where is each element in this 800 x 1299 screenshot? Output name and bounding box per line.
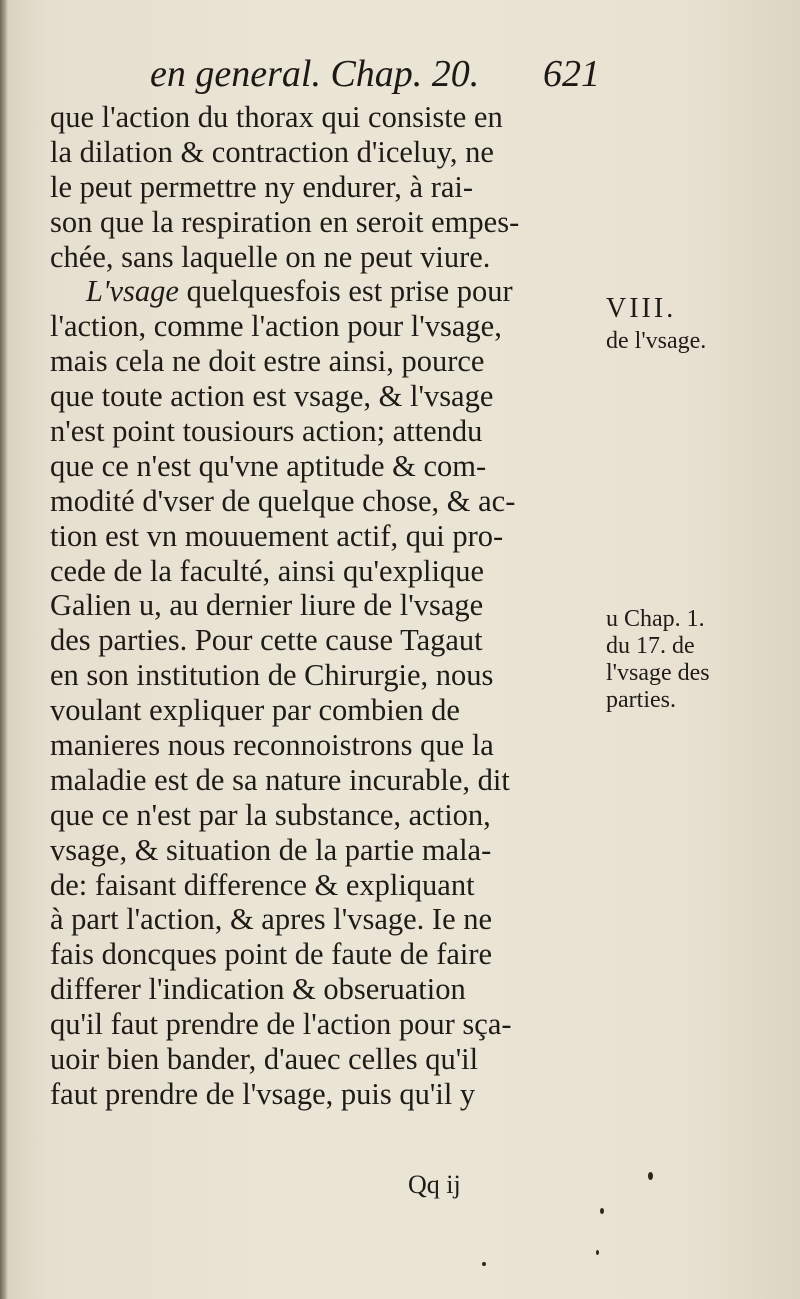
ink-speck bbox=[482, 1262, 486, 1266]
text-line: le peut permettre ny endurer, à rai- bbox=[50, 169, 474, 204]
margin-note-citation bbox=[606, 606, 796, 714]
italic-lead-word: L'vsage bbox=[86, 274, 179, 309]
running-head-title: en general. Chap. 20. bbox=[150, 53, 480, 95]
ink-speck bbox=[600, 1208, 604, 1214]
text-line: de: faisant difference & expliquant bbox=[50, 867, 475, 902]
text-line: modité d'vser de quelque chose, & ac- bbox=[50, 483, 516, 518]
text-line: qu'il faut prendre de l'action pour sça- bbox=[50, 1007, 512, 1042]
text-line: mais cela ne doit estre ainsi, pource bbox=[50, 344, 485, 379]
text-line: uoir bien bander, d'auec celles qu'il bbox=[50, 1042, 479, 1077]
citation-line: parties. bbox=[606, 687, 676, 713]
text-line: chée, sans laquelle on ne peut viure. bbox=[50, 239, 491, 274]
ink-speck bbox=[596, 1250, 599, 1255]
text-line: voulant expliquer par combien de bbox=[50, 693, 460, 728]
text-line: que toute action est vsage, & l'vsage bbox=[50, 379, 494, 414]
section-numeral: VIII. bbox=[606, 293, 677, 324]
show-through-ink bbox=[626, 355, 726, 555]
text-line: que l'action du thorax qui consiste en bbox=[50, 100, 503, 134]
text-line: differer l'indication & obseruation bbox=[50, 972, 466, 1007]
text-line-rest: quelquesfois est prise pour bbox=[186, 274, 513, 309]
text-line: faut prendre de l'vsage, puis qu'il y bbox=[50, 1076, 476, 1111]
text-line: tion est vn mouuement actif, qui pro- bbox=[50, 518, 504, 553]
text-line: n'est point tousiours action; attendu bbox=[50, 414, 483, 449]
text-line: que ce n'est qu'vne aptitude & com- bbox=[50, 448, 487, 483]
text-line: à part l'action, & apres l'vsage. Ie ne bbox=[50, 902, 493, 937]
running-head bbox=[150, 52, 600, 100]
ink-speck bbox=[648, 1172, 653, 1180]
signature-mark: Qq ij bbox=[408, 1170, 461, 1199]
citation-line: du 17. de bbox=[606, 633, 695, 659]
text-line: manieres nous reconnoistrons que la bbox=[50, 728, 494, 763]
citation-line: u Chap. 1. bbox=[606, 606, 705, 632]
body-text bbox=[50, 100, 610, 1112]
margin-note-section bbox=[606, 293, 796, 357]
text-line: cede de la faculté, ainsi qu'explique bbox=[50, 553, 484, 588]
text-line: Galien u, au dernier liure de l'vsage bbox=[50, 588, 484, 623]
text-line: son que la respiration en seroit empes- bbox=[50, 204, 520, 239]
page-gutter-edge bbox=[0, 0, 8, 1299]
section-label: de l'vsage. bbox=[606, 328, 707, 354]
citation-line: l'vsage des bbox=[606, 660, 710, 686]
text-line: l'action, comme l'action pour l'vsage, bbox=[50, 309, 502, 344]
text-line: maladie est de sa nature incurable, dit bbox=[50, 762, 510, 797]
text-line: la dilation & contraction d'iceluy, ne bbox=[50, 134, 494, 169]
text-line: en son institution de Chirurgie, nous bbox=[50, 658, 494, 693]
text-line: que ce n'est par la substance, action, bbox=[50, 797, 491, 832]
paragraph-start-line bbox=[50, 274, 610, 309]
text-line: vsage, & situation de la partie mala- bbox=[50, 832, 492, 867]
text-line: fais doncques point de faute de faire bbox=[50, 937, 493, 972]
page-number: 621 bbox=[543, 53, 600, 95]
text-line: des parties. Pour cette cause Tagaut bbox=[50, 623, 483, 658]
